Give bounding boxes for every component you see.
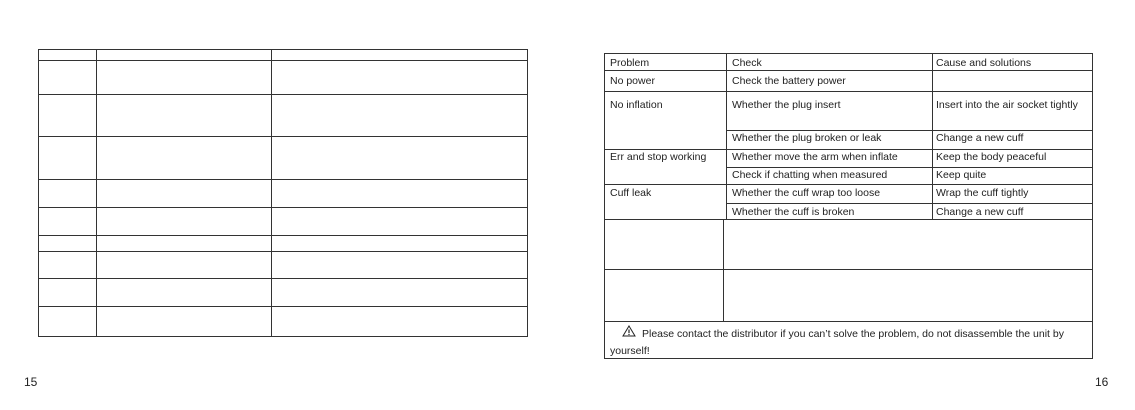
row-divider: [605, 184, 1092, 185]
check-cell: Whether the plug broken or leak: [732, 132, 882, 144]
problem-cell: No power: [610, 75, 655, 87]
row-divider: [39, 207, 527, 208]
row-divider: [605, 269, 1092, 270]
column-divider: [96, 50, 97, 336]
page-number-left: 15: [24, 375, 38, 389]
header-check: Check: [732, 57, 762, 69]
row-divider: [39, 235, 527, 236]
column-divider: [932, 54, 933, 219]
header-problem: Problem: [610, 57, 650, 69]
check-cell: Whether the cuff is broken: [732, 206, 855, 218]
row-divider: [605, 91, 1092, 92]
row-divider: [39, 60, 527, 61]
row-divider: [39, 306, 527, 307]
column-divider: [271, 50, 272, 336]
cause-cell: Insert into the air socket tightly: [936, 99, 1078, 111]
problem-cell: Err and stop working: [610, 151, 707, 163]
header-cause: Cause and solutions: [936, 57, 1032, 69]
row-divider: [39, 136, 527, 137]
cause-cell: Keep quite: [936, 169, 987, 181]
note-text: Please contact the distributor if you can’t solve the problem, do not disassemble the unit by yourself!: [610, 328, 1064, 357]
row-divider: [39, 94, 527, 95]
check-cell: Check if chatting when measured: [732, 169, 888, 181]
row-divider: [726, 130, 1092, 131]
row-divider: [605, 321, 1092, 322]
cause-cell: Change a new cuff: [936, 132, 1024, 144]
cause-cell: Change a new cuff: [936, 206, 1024, 218]
problem-cell: No inflation: [610, 99, 663, 111]
column-divider: [726, 54, 727, 219]
check-cell: Whether the plug insert: [732, 99, 841, 111]
row-divider: [605, 219, 1092, 220]
row-divider: [39, 251, 527, 252]
row-divider: [39, 278, 527, 279]
check-cell: Whether the cuff wrap too loose: [732, 187, 881, 199]
page-number-right: 16: [1095, 375, 1109, 389]
check-cell: Whether move the arm when inflate: [732, 151, 898, 163]
row-divider: [726, 167, 1092, 168]
column-divider: [723, 219, 724, 321]
row-divider: [605, 149, 1092, 150]
warning-triangle-icon: [622, 325, 636, 342]
row-divider: [39, 179, 527, 180]
row-divider: [726, 203, 1092, 204]
troubleshooting-table: [604, 53, 1093, 359]
check-cell: Check the battery power: [732, 75, 846, 87]
cause-cell: Keep the body peaceful: [936, 151, 1047, 163]
problem-cell: Cuff leak: [610, 187, 652, 199]
row-divider: [605, 70, 1092, 71]
warning-note: [610, 325, 1090, 360]
blank-table: [38, 49, 528, 337]
cause-cell: Wrap the cuff tightly: [936, 187, 1029, 199]
